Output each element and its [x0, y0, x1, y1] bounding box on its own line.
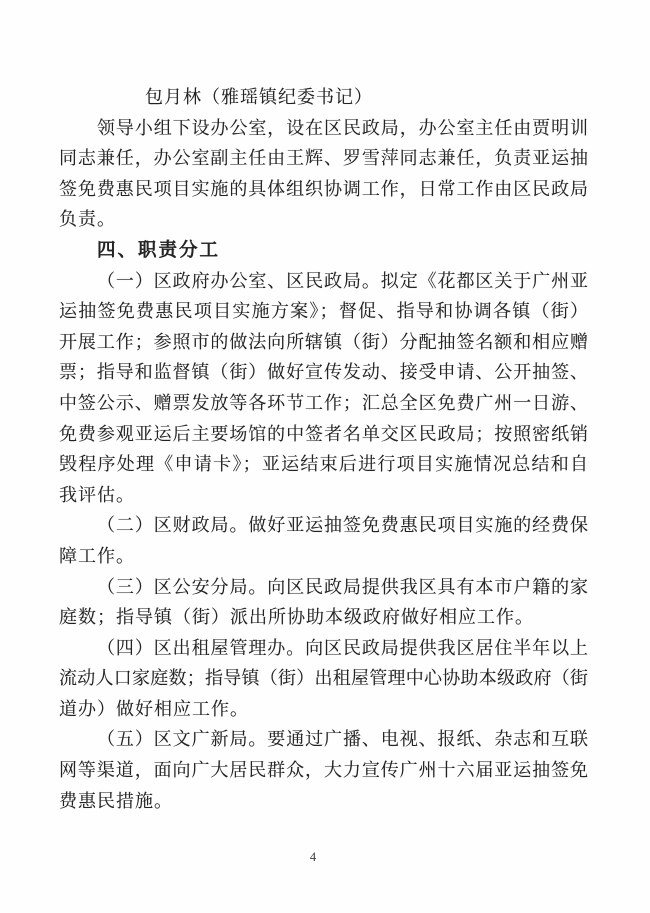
text-line: 包月林（雅瑶镇纪委书记）: [145, 87, 373, 107]
document-body: [59, 82, 588, 816]
text-line: 庭数；指导镇（街）派出所协助本级政府做好相应工作。: [59, 607, 534, 628]
text-line: 运抽签免费惠民项目实施方案》；督促、指导和协调各镇（街）: [59, 301, 588, 322]
text-line: （二）区财政局。做好亚运抽签免费惠民项目实施的经费保: [97, 515, 588, 536]
text-line: 我评估。: [59, 484, 135, 505]
text-line: 障工作。: [59, 545, 135, 566]
text-line: （一）区政府办公室、区民政局。拟定《花都区关于广州亚: [97, 270, 588, 291]
page-number: 4: [309, 850, 317, 864]
text-line: 网等渠道，面向广大居民群众，大力宣传广州十六届亚运抽签免: [59, 760, 588, 781]
text-line: 票；指导和监督镇（街）做好宣传发动、接受申请、公开抽签、: [59, 362, 588, 383]
text-line: （四）区出租屋管理办。向区民政局提供我区居住半年以上: [97, 637, 588, 658]
text-line: 开展工作；参照市的做法向所辖镇（街）分配抽签名额和相应赠: [59, 331, 588, 352]
text-line: 负责。: [59, 209, 116, 230]
text-line: 签免费惠民项目实施的具体组织协调工作，日常工作由区民政局: [59, 178, 588, 199]
text-line: （五）区文广新局。要通过广播、电视、报纸、杂志和互联: [97, 729, 588, 750]
text-line: 费惠民措施。: [59, 790, 173, 811]
text-line: （三）区公安分局。向区民政局提供我区具有本市户籍的家: [97, 576, 588, 597]
text-line: 道办）做好相应工作。: [59, 698, 249, 719]
text-line: 同志兼任，办公室副主任由王辉、罗雪萍同志兼任，负责亚运抽: [59, 148, 588, 169]
text-line: 毁程序处理《申请卡》；亚运结束后进行项目实施情况总结和自: [59, 454, 588, 475]
text-line: 免费参观亚运后主要场馆的中签者名单交区民政局；按照密纸销: [59, 423, 588, 444]
text-line: 领导小组下设办公室，设在区民政局，办公室主任由贾明训: [97, 117, 588, 138]
text-line: 流动人口家庭数；指导镇（街）出租屋管理中心协助本级政府（街: [59, 668, 588, 689]
section-heading: 四、职责分工: [97, 238, 221, 260]
text-line: 中签公示、赠票发放等各环节工作；汇总全区免费广州一日游、: [59, 392, 588, 413]
